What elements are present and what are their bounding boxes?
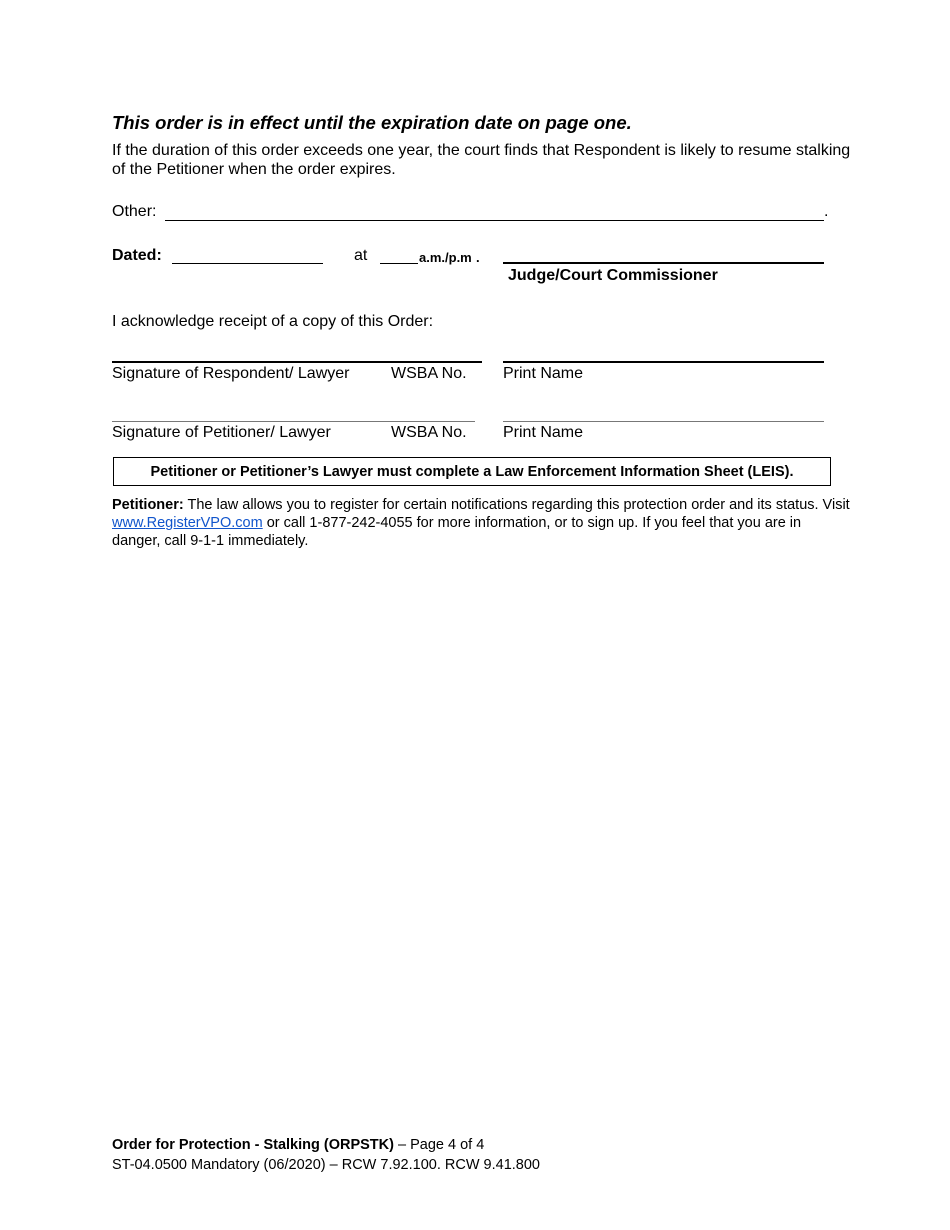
dated-label: Dated: — [112, 247, 162, 264]
respondent-print-name-line[interactable] — [503, 361, 824, 363]
other-end-period: . — [824, 203, 829, 220]
petitioner-print-name-line[interactable] — [503, 421, 824, 422]
other-label: Other: — [112, 203, 157, 220]
petitioner-notice-label: Petitioner: — [112, 497, 184, 513]
footer-form-title — [112, 1137, 484, 1153]
petitioner-print-name-label: Print Name — [503, 424, 584, 441]
respondent-print-name-label: Print Name — [503, 365, 584, 382]
petitioner-signature-line[interactable] — [112, 421, 475, 422]
order-effect-heading: This order is in effect until the expiration date on page one. — [112, 112, 632, 133]
at-label: at — [354, 247, 368, 264]
leis-notice-box — [113, 457, 831, 486]
footer-title: Order for Protection - Stalking (ORPSTK) — [112, 1137, 394, 1153]
registervpo-link[interactable]: www.RegisterVPO.com — [112, 515, 263, 531]
petitioner-notification-notice — [112, 496, 852, 550]
judge-commissioner-label: Judge/Court Commissioner — [508, 267, 718, 284]
duration-finding-text: If the duration of this order exceeds one year, the court finds that Respondent is likely to resume stalking of the Petitioner when the order expires. — [112, 142, 851, 178]
petitioner-wsba-label: WSBA No. — [391, 424, 467, 441]
ampm-label: a.m./p.m — [419, 250, 472, 265]
judge-signature-line[interactable] — [503, 262, 824, 264]
acknowledge-receipt-text: I acknowledge receipt of a copy of this Order: — [112, 313, 434, 330]
footer-form-info: ST-04.0500 Mandatory (06/2020) – RCW 7.92.100. RCW 9.41.800 — [112, 1157, 540, 1173]
respondent-wsba-label: WSBA No. — [391, 365, 467, 382]
petitioner-signature-label: Signature of Petitioner/ Lawyer — [112, 424, 331, 441]
footer-page-number: – Page 4 of 4 — [393, 1137, 485, 1153]
ampm-period: . — [476, 250, 480, 265]
time-field-line[interactable] — [380, 263, 418, 264]
respondent-signature-label: Signature of Respondent/ Lawyer — [112, 365, 350, 382]
other-field-line[interactable] — [165, 220, 824, 221]
petitioner-notice-text-1: The law allows you to register for certain notifications regarding this protection order and its status. Visit — [183, 497, 850, 513]
petitioner-notice-text-2: or call 1-877-242-4055 for more information, or to sign up. If you feel that you are in danger, call 9-1-1 immediately. — [112, 515, 802, 549]
date-field-line[interactable] — [172, 263, 323, 264]
respondent-signature-line[interactable] — [112, 361, 482, 363]
leis-notice-text: Petitioner or Petitioner’s Lawyer must complete a Law Enforcement Information Sheet (LEIS). — [150, 464, 794, 480]
